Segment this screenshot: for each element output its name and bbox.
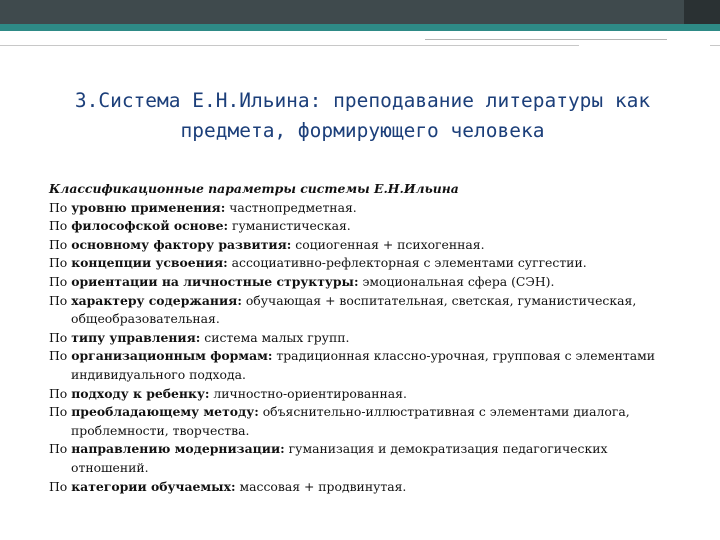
param-item (49, 254, 679, 273)
param-prefix: По (49, 441, 72, 457)
param-label: концепции усвоения: (71, 255, 228, 271)
param-prefix: По (49, 348, 72, 364)
param-value: традиционная классно-урочная, групповая с элементами индивидуального подхода. (71, 348, 655, 382)
param-value: ассоциативно-рефлекторная с элементами суггестии. (227, 255, 587, 271)
param-item (49, 199, 679, 218)
param-item (49, 236, 679, 255)
param-value: эмоциональная сфера (СЭН). (358, 273, 555, 289)
param-prefix: По (49, 255, 72, 271)
param-value: массовая + продвинутая. (235, 478, 407, 494)
param-value: система малых групп. (200, 329, 350, 345)
param-value: частнопредметная. (225, 199, 357, 215)
param-prefix: По (49, 385, 72, 401)
param-value: объяснительно-иллюстративная с элементами диалога, проблемности, творчества. (71, 404, 630, 438)
param-item (49, 385, 679, 404)
slide-title: 3.Система Е.Н.Ильина: преподавание литературы как предмета, формирующего человека (74, 89, 651, 142)
top-banner (0, 0, 720, 24)
param-item (49, 217, 679, 236)
section-heading: Классификационные параметры системы Е.Н.Ильина (49, 181, 459, 196)
param-prefix: По (49, 236, 72, 252)
top-banner-accent-stripe (0, 24, 720, 31)
slide-body (49, 180, 679, 496)
param-label: организационным формам: (71, 348, 273, 364)
param-item (49, 478, 679, 497)
param-item (49, 292, 679, 329)
param-item (49, 329, 679, 348)
param-prefix: По (49, 292, 72, 308)
param-item (49, 273, 679, 292)
param-prefix: По (49, 273, 72, 289)
param-item (49, 347, 679, 384)
param-value: гуманизация и демократизация педагогических отношений. (71, 441, 608, 475)
param-value: обучающая + воспитательная, светская, гуманистическая, общеобразовательная. (71, 292, 637, 327)
param-item (49, 403, 679, 440)
param-label: философской основе: (71, 218, 229, 234)
param-label: характеру содержания: (71, 292, 242, 308)
param-label: подходу к ребенку: (71, 385, 210, 401)
header-divider-line (0, 45, 579, 46)
param-value: социогенная + психогенная. (291, 236, 485, 252)
param-label: ориентации на личностные структуры: (71, 273, 359, 289)
param-prefix: По (49, 478, 72, 494)
header-divider-line-secondary (425, 39, 667, 40)
param-value: гуманистическая. (228, 218, 351, 234)
param-prefix: По (49, 404, 72, 420)
param-label: категории обучаемых: (71, 478, 236, 494)
param-label: основному фактору развития: (71, 236, 292, 252)
top-banner-right-block (684, 0, 720, 24)
param-item (49, 440, 679, 477)
header-divider-line-right (710, 45, 720, 46)
param-prefix: По (49, 199, 72, 215)
param-label: типу управления: (71, 329, 201, 345)
param-label: направлению модернизации: (71, 441, 285, 457)
param-prefix: По (49, 218, 72, 234)
param-label: преобладающему методу: (71, 404, 259, 420)
param-prefix: По (49, 329, 72, 345)
param-label: уровню применения: (71, 199, 226, 215)
param-value: личностно-ориентированная. (209, 385, 407, 401)
